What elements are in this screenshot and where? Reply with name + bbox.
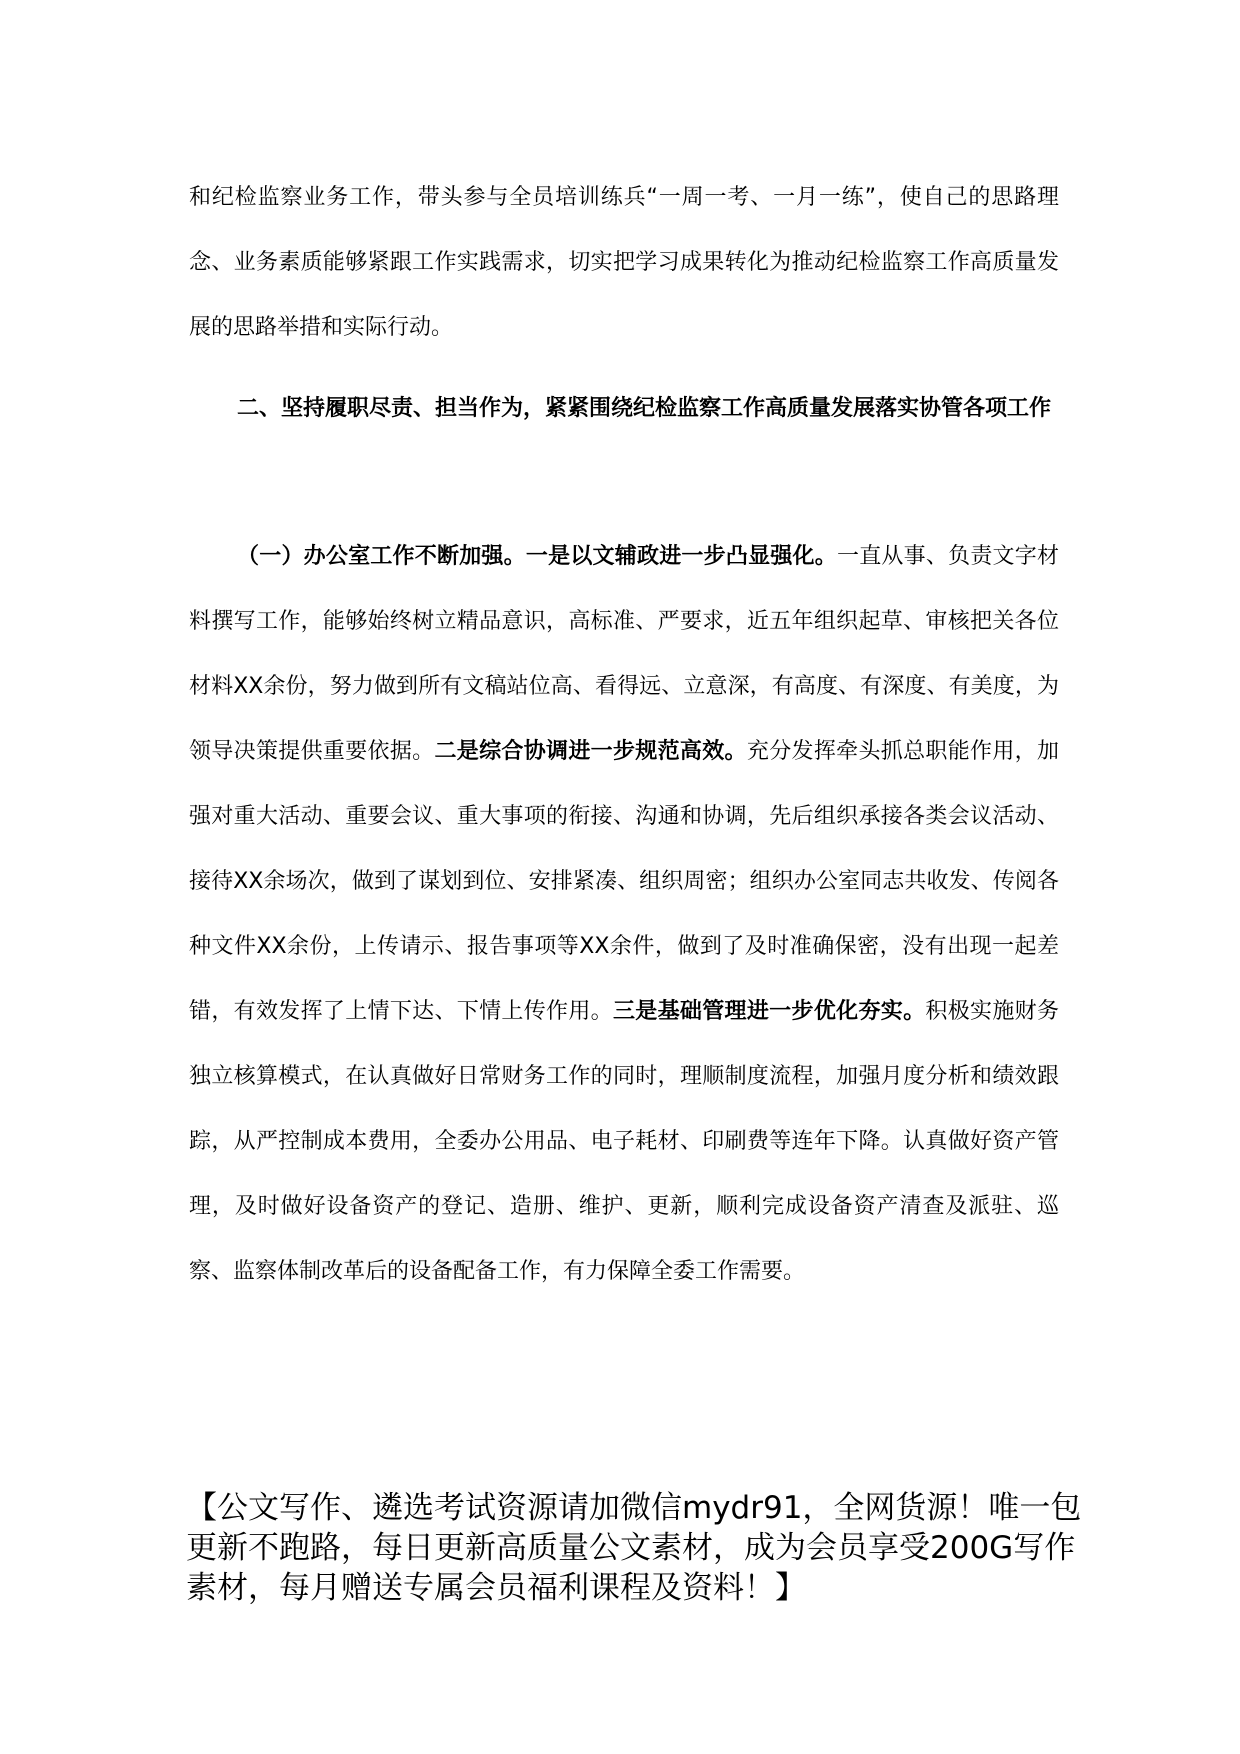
- paragraph-text: 积极实施财务独立核算模式，在认真做好日常财务工作的同时，理顺制度流程，加强月度分析和绩效跟踪，从严控制成本费用，全委办公用品、电子耗材、印刷费等连年下降。认真做好资产管理，及时做好设备资产的登记、造册、维护、更新，顺利完成设备资产清查及派驻、巡察、监察体制改革后的设备配备工作，有力保障全委工作需要。: [189, 999, 1059, 1284]
- paragraph-text: 充分发挥牵头抓总职能作用，加强对重大活动、重要会议、重大事项的衔接、沟通和协调，先后组织承接各类会议活动、接待XX余场次，做到了谋划到位、安排紧凑、组织周密；组织办公室同志共收发、传阅各种文件XX余份，上传请示、报告事项等XX余件，做到了及时准确保密，没有出现一起差错，有效发挥了上情下达、下情上传作用。: [189, 739, 1059, 1024]
- body-paragraph-office-work: [189, 524, 1059, 1304]
- subheading-bold: 二是综合协调进一步规范高效。: [434, 739, 747, 764]
- advertisement-text: 【公文写作、遴选考试资源请加微信mydr91，全网货源！唯一包更新不跑路，每日更新高质量公文素材，成为会员享受200G写作素材，每月赠送专属会员福利课程及资料！】: [186, 1490, 1082, 1606]
- subheading-bold: （一）办公室工作不断加强。一是以文辅政进一步凸显强化。: [237, 544, 837, 569]
- section-heading: 二、坚持履职尽责、担当作为，紧紧围绕纪检监察工作高质量发展落实协管各项工作: [237, 396, 1052, 421]
- body-paragraph: 和纪检监察业务工作，带头参与全员培训练兵“一周一考、一月一练”，使自己的思路理念、业务素质能够紧跟工作实践需求，切实把学习成果转化为推动纪检监察工作高质量发展的思路举措和实际行动。: [189, 185, 1059, 340]
- paragraph-text: 一直从事、负责文字材料撰写工作，能够始终树立精品意识，高标准、严要求，近五年组织起草、审核把关各位材料XX余份，努力做到所有文稿站位高、看得远、立意深，有高度、有深度、有美度，为领导决策提供重要依据。: [189, 544, 1059, 764]
- subheading-bold: 三是基础管理进一步优化夯实。: [612, 999, 926, 1024]
